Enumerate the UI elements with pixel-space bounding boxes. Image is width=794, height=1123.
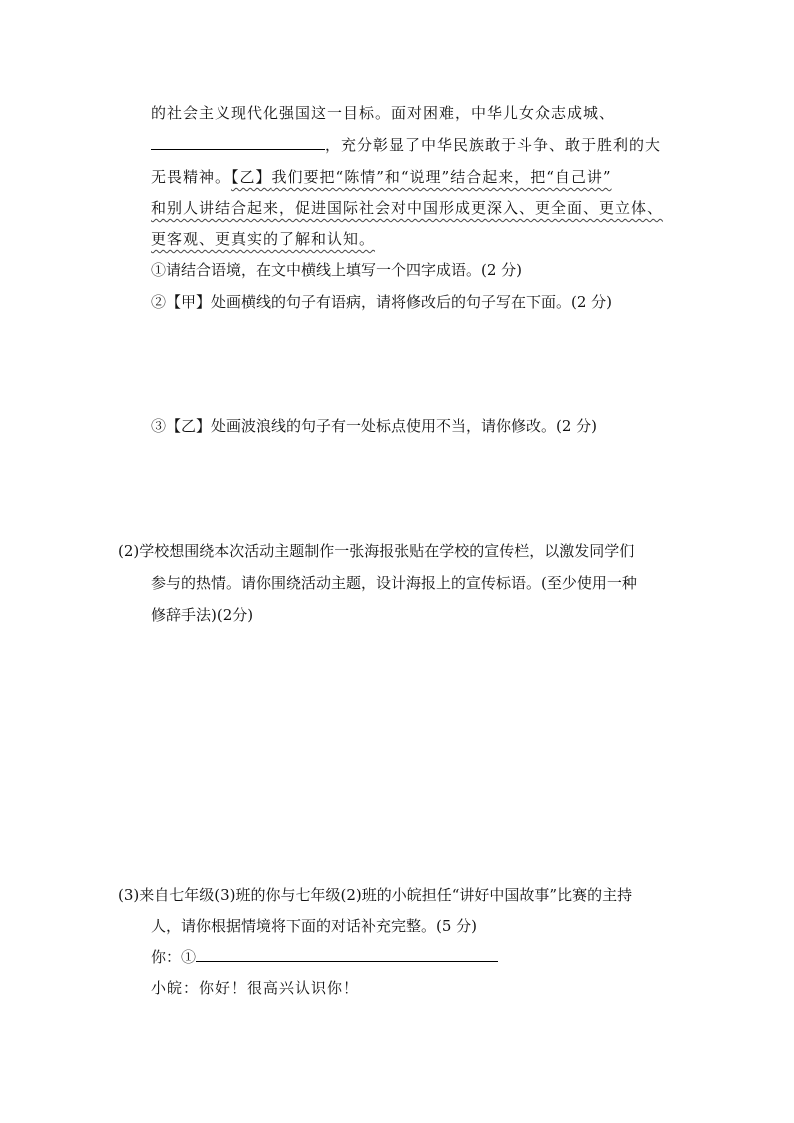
question-1-sub-3: ③【乙】处画波浪线的句子有一处标点使用不当，请你修改。(2 分) — [151, 417, 598, 435]
fill-blank — [151, 135, 325, 150]
dialogue-xiaowan: 小皖：你好！很高兴认识你！ — [151, 979, 360, 997]
passage-line-3-text: 无畏精神。 — [151, 168, 232, 186]
dialogue-you-label: 你：① — [151, 948, 197, 966]
passage-line-4 — [151, 197, 663, 218]
question-2-line-1: (2)学校想围绕本次活动主题制作一张海报张贴在学校的宣传栏，以激发同学们 — [118, 542, 635, 560]
wavy-sentence-part-3: 更客观、更真实的了解和认知。 — [151, 230, 376, 248]
question-1-sub-2: ②【甲】处画横线的句子有语病，请将修改后的句子写在下面。(2 分) — [151, 293, 613, 311]
passage-line-2 — [151, 134, 661, 155]
question-3-line-1: (3)来自七年级(3)班的你与七年级(2)班的小皖担任“讲好中国故事”比赛的主持 — [118, 886, 633, 904]
passage-line-5 — [151, 228, 375, 249]
wavy-sentence-part-1: 我们要把“陈情”和“说理”结合起来，把“自己讲” — [271, 168, 612, 186]
yi-marker: 【乙】 — [231, 168, 272, 186]
dialogue-answer-blank — [196, 947, 498, 962]
passage-line-2-text: ，充分彰显了中华民族敢于斗争、敢于胜利的大 — [325, 136, 662, 154]
passage-line-1: 的社会主义现代化强国这一目标。面对困难，中华儿女众志成城、 — [151, 104, 616, 122]
question-3-line-2: 人，请你根据情境将下面的对话补充完整。(5 分) — [151, 917, 478, 935]
dialogue-you — [151, 946, 498, 967]
question-1-sub-1: ①请结合语境，在文中横线上填写一个四字成语。(2 分) — [151, 261, 523, 279]
question-2-line-3: 修辞手法)(2分) — [151, 606, 254, 624]
wavy-sentence-part-2: 和别人讲结合起来，促进国际社会对中国形成更深入、更全面、更立体、 — [151, 199, 664, 217]
question-2-line-2: 参与的热情。请你围绕活动主题，设计海报上的宣传标语。(至少使用一种 — [151, 574, 637, 592]
passage-line-3 — [151, 166, 612, 187]
